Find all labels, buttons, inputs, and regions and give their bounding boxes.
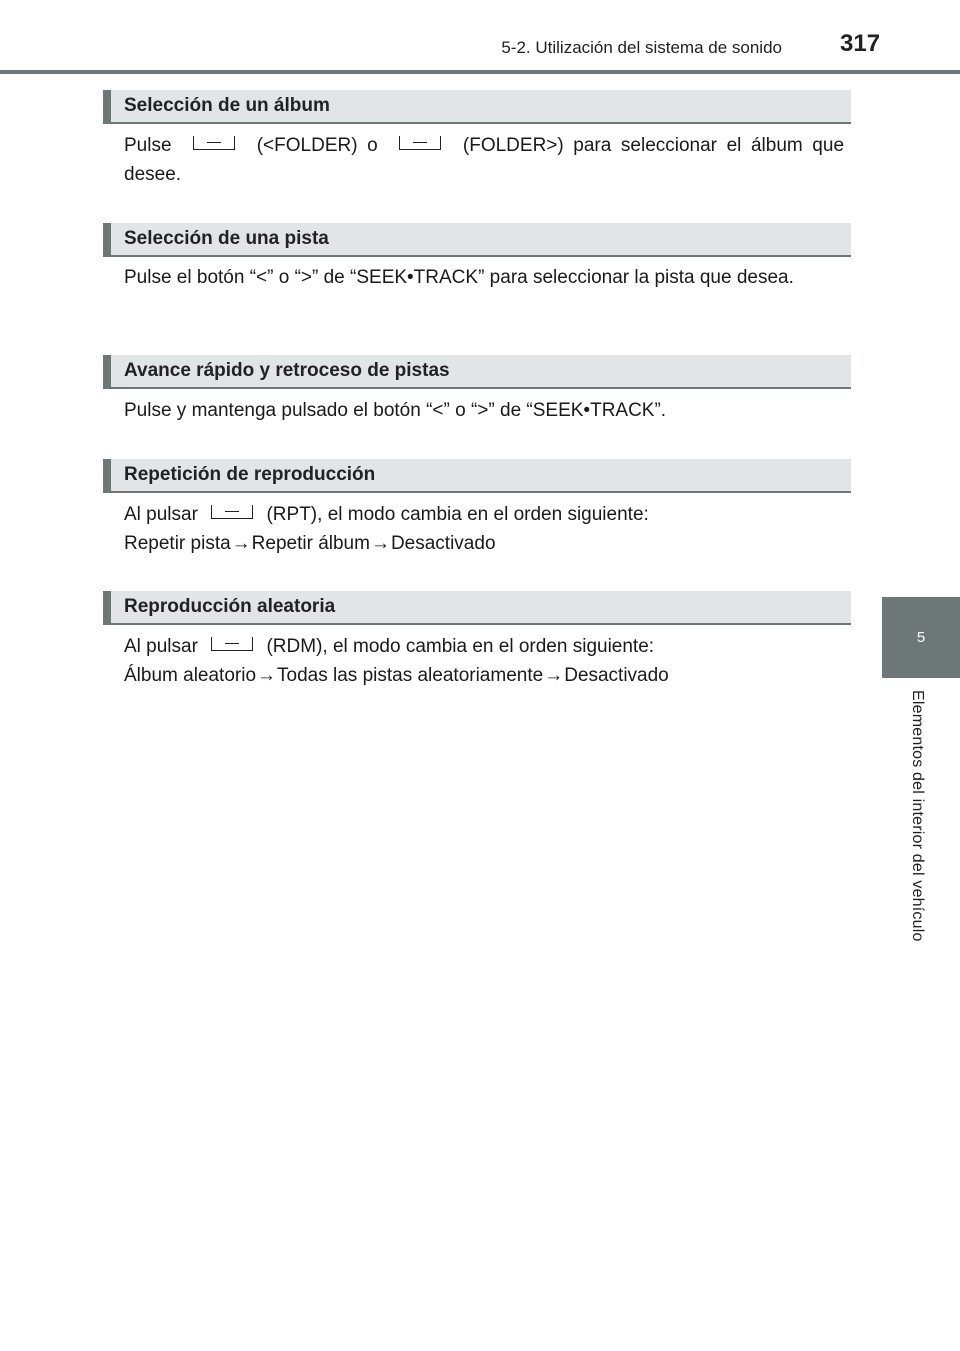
rdm-button-icon bbox=[211, 637, 253, 651]
text-fragment: (<FOLDER) o bbox=[256, 135, 378, 156]
text-fragment: Pulse bbox=[124, 135, 172, 156]
sequence-item: Todas las pistas aleatoriamente bbox=[277, 665, 544, 686]
sequence-item: Repetir pista bbox=[124, 533, 231, 554]
chapter-tab-number[interactable]: 5 bbox=[882, 597, 960, 678]
sequence-item: Álbum aleatorio bbox=[124, 665, 257, 686]
text-fragment: (FOLDER>) para seleccionar el álbum que desee. bbox=[124, 135, 845, 185]
text-fragment: Al pulsar bbox=[124, 504, 198, 525]
page-number: 317 bbox=[840, 30, 881, 57]
section-text-fast-forward: Pulse y mantenga pulsado el botón “<” o “>” de “SEEK•TRACK”. bbox=[124, 400, 667, 421]
section-text-album bbox=[124, 131, 844, 189]
folder-down-button-icon bbox=[193, 136, 235, 150]
sequence-item: Repetir álbum bbox=[251, 533, 370, 554]
arrow-icon: → bbox=[257, 665, 277, 686]
arrow-icon: → bbox=[544, 665, 564, 686]
section-text-repeat bbox=[124, 500, 844, 558]
arrow-icon: → bbox=[370, 533, 390, 554]
rpt-button-icon bbox=[211, 505, 253, 519]
text-fragment: (RPT), el modo cambia en el orden siguiente: bbox=[266, 504, 649, 525]
section-heading-fast-forward: Avance rápido y retroceso de pistas bbox=[103, 355, 851, 389]
text-fragment: (RDM), el modo cambia en el orden siguiente: bbox=[266, 636, 655, 657]
section-heading-track: Selección de una pista bbox=[103, 223, 851, 257]
repeat-sequence bbox=[124, 529, 844, 558]
folder-up-button-icon bbox=[399, 136, 441, 150]
header-rule bbox=[0, 70, 960, 74]
section-heading-repeat: Repetición de reproducción bbox=[103, 459, 851, 493]
arrow-icon: → bbox=[231, 533, 251, 554]
header-section-title: 5-2. Utilización del sistema de sonido bbox=[501, 38, 782, 57]
sequence-item: Desactivado bbox=[564, 665, 669, 686]
repeat-instruction bbox=[124, 500, 844, 529]
section-text-track: Pulse el botón “<” o “>” de “SEEK•TRACK” para seleccionar la pista que desea. bbox=[124, 267, 794, 288]
random-sequence bbox=[124, 661, 844, 690]
section-heading-random: Reproducción aleatoria bbox=[103, 591, 851, 625]
text-fragment: Al pulsar bbox=[124, 636, 198, 657]
sequence-item: Desactivado bbox=[390, 533, 496, 554]
section-heading-album: Selección de un álbum bbox=[103, 90, 851, 124]
chapter-tab-label: Elementos del interior del vehículo bbox=[909, 690, 926, 942]
section-text-random bbox=[124, 632, 844, 690]
random-instruction bbox=[124, 632, 844, 661]
